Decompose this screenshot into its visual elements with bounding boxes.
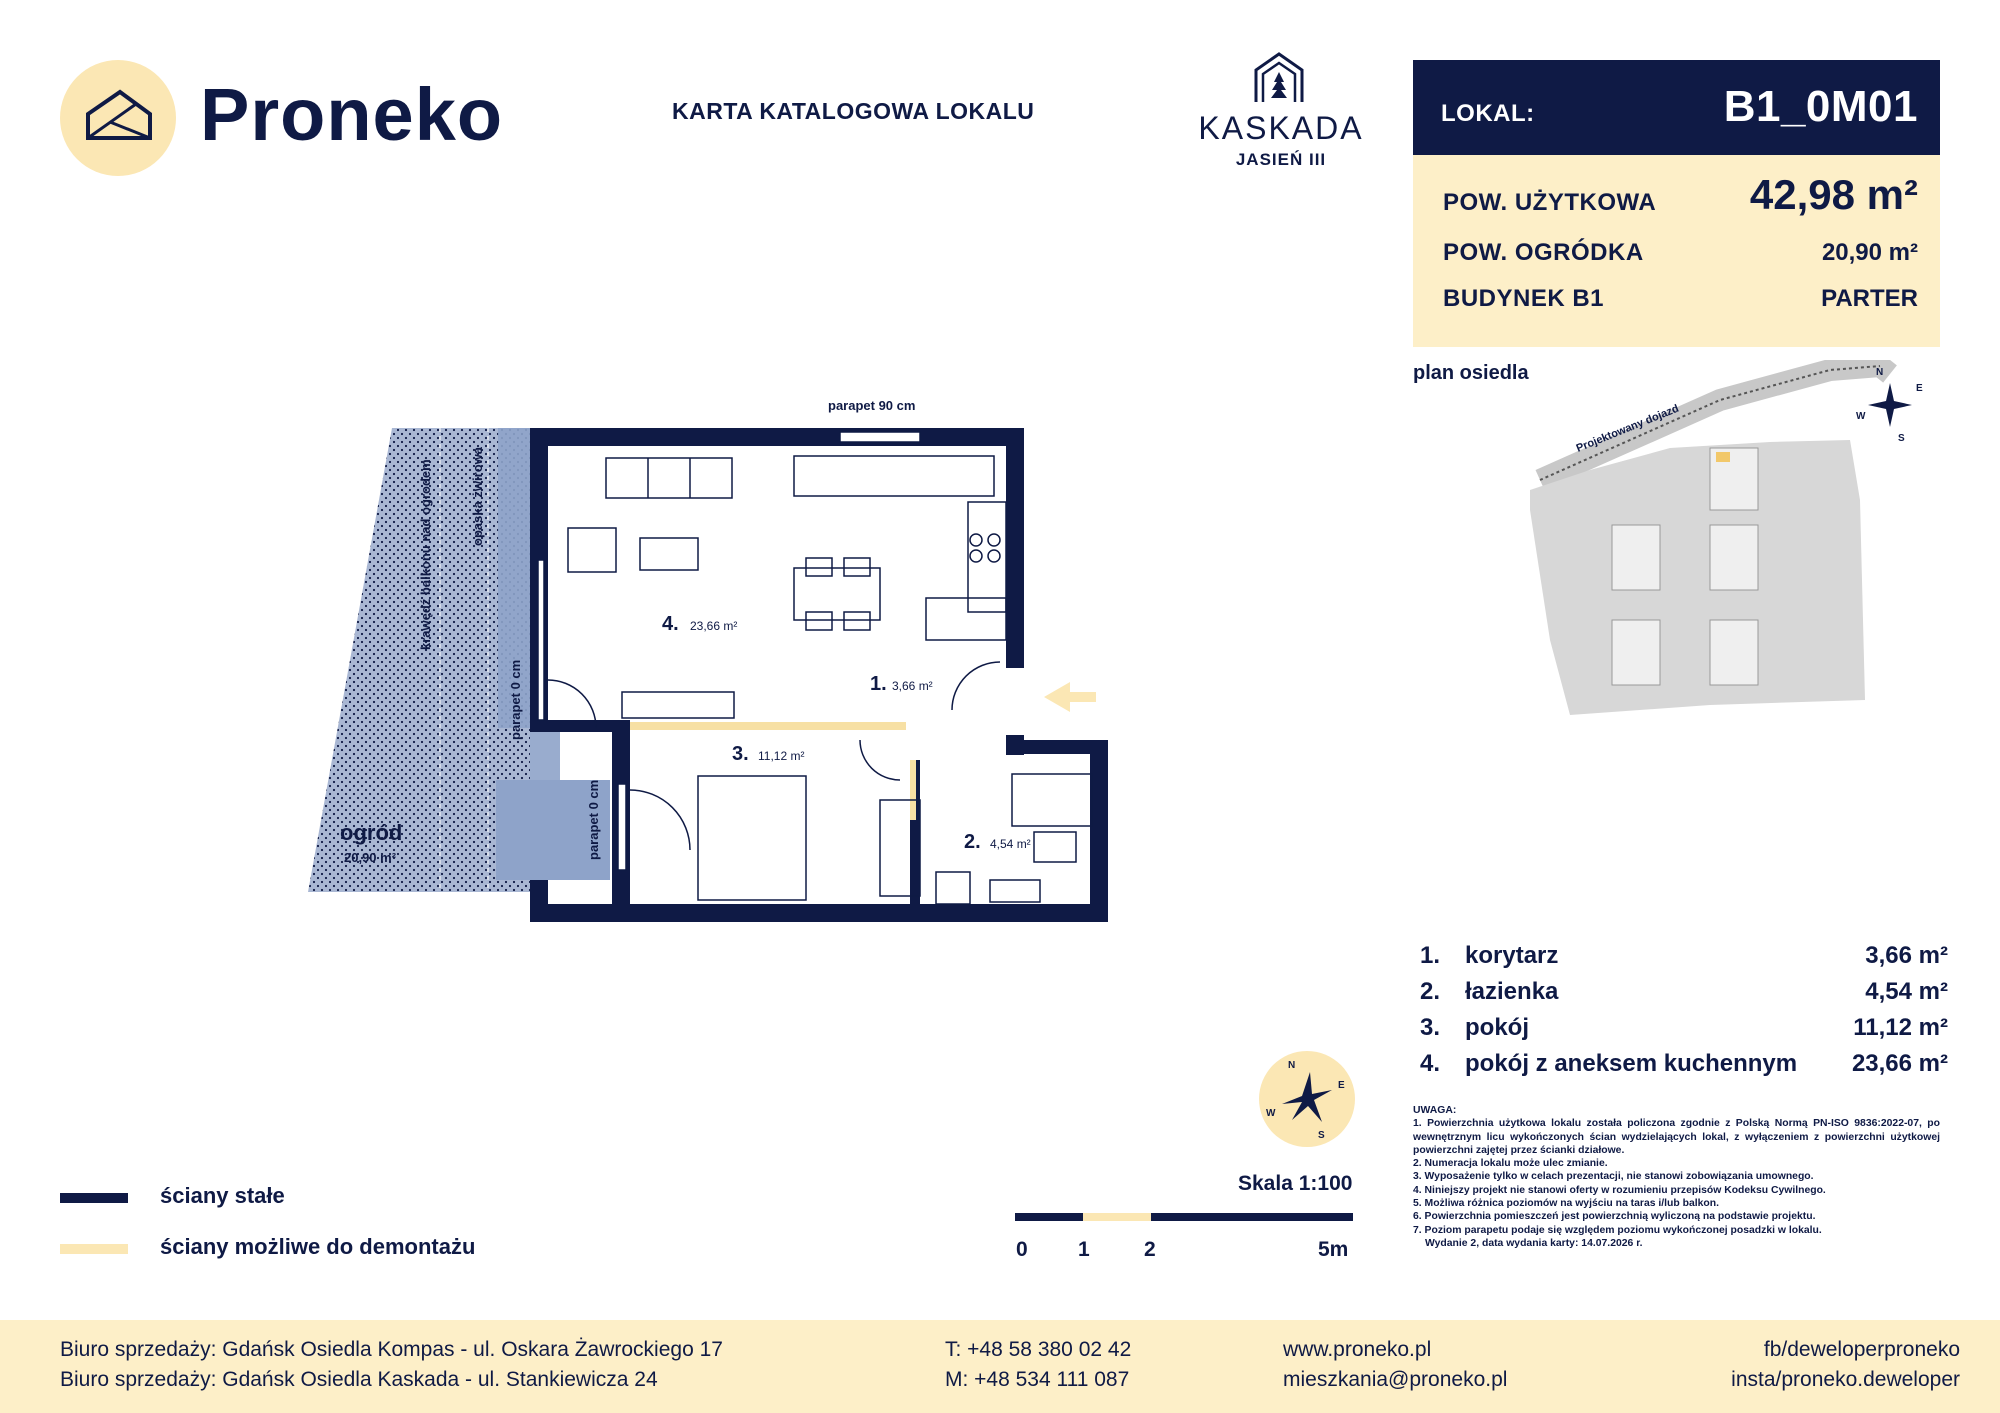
legend-demountable-label: ściany możliwe do demontażu — [160, 1234, 476, 1259]
room-3-area: 11,12 m² — [758, 749, 805, 763]
site-plan-label: plan osiedla — [1413, 362, 1529, 384]
project-subtitle: JASIEŃ III — [1235, 150, 1327, 169]
svg-text:N: N — [1288, 1060, 1296, 1071]
unit-header-bar — [1413, 60, 1940, 155]
footer-website-link[interactable]: www.proneko.pl — [1283, 1338, 1432, 1361]
room-1-num: 1. — [870, 673, 887, 695]
svg-text:S: S — [1898, 433, 1905, 444]
scale-tick: 1 — [1078, 1238, 1090, 1261]
svg-text:W: W — [1856, 411, 1866, 422]
scale-title: Skala 1:100 — [1238, 1172, 1353, 1195]
footer-instagram-link[interactable]: insta/proneko.deweloper — [1731, 1368, 1960, 1391]
room-list-name: pokój z aneksem kuchennym — [1465, 1050, 1798, 1077]
room-list-area: 11,12 m² — [1853, 1014, 1948, 1041]
room-list-area: 23,66 m² — [1851, 1050, 1948, 1077]
scale-tick: 0 — [1016, 1238, 1028, 1261]
svg-text:N: N — [1876, 367, 1884, 378]
armchair — [568, 528, 616, 572]
washbasin — [990, 880, 1040, 902]
parapet-left2-label: parapet 0 cm — [586, 779, 601, 860]
note-item: 7. Poziom parapetu podaje się względem poziomu wykończonej posadzki w lokalu. — [1413, 1224, 1822, 1236]
washing-machine — [936, 872, 970, 904]
room-list-num: 1. — [1420, 942, 1441, 969]
bed — [698, 776, 806, 900]
building-label: BUDYNEK B1 — [1443, 285, 1605, 312]
room-list-num: 2. — [1420, 978, 1441, 1005]
notes — [1413, 1104, 1940, 1250]
kitchen-counter — [794, 456, 994, 496]
coffee-table — [640, 538, 698, 570]
legend-demountable-swatch — [60, 1244, 128, 1254]
toilet — [1034, 832, 1076, 862]
garden-area-label: POW. OGRÓDKA — [1443, 239, 1644, 266]
footer-facebook-link[interactable]: fb/deweloperproneko — [1763, 1338, 1960, 1361]
usable-area-label: POW. UŻYTKOWA — [1443, 189, 1657, 216]
parapet-top-label: parapet 90 cm — [828, 398, 916, 413]
site-plan-map — [1530, 360, 1930, 740]
unit-label: LOKAL: — [1441, 100, 1535, 127]
room-list-num: 4. — [1420, 1050, 1441, 1077]
brand-name: Proneko — [200, 73, 504, 156]
site-building-b4 — [1710, 620, 1758, 685]
footer-phone-1[interactable]: T: +48 58 380 02 42 — [945, 1338, 1132, 1361]
note-item: 4. Niniejszy projekt nie stanowi oferty w rozumieniu przepisów Kodeksu Cywilnego. — [1413, 1184, 1826, 1196]
scale-bar — [1015, 1213, 1353, 1221]
room-list-name: korytarz — [1465, 942, 1559, 969]
room-3-num: 3. — [732, 743, 749, 765]
room-4-area: 23,66 m² — [690, 619, 738, 633]
note-item: 6. Powierzchnia pomieszczeń jest powierzchnią wyliczoną na podstawie projektu. — [1413, 1211, 1816, 1223]
sofa — [606, 458, 732, 498]
footer-email-link[interactable]: mieszkania@proneko.pl — [1283, 1368, 1508, 1391]
note-item: 1. Powierzchnia użytkowa lokalu została policzona zgodnie z Polską Normą PN-ISO 9836:2022-07, po wewnętrznym licu wykończonych ścian wydzielających lokal, z wyłączeniem z powierzchni użytkowej powierzchni zajętej przez ścianki działowe. — [1413, 1118, 1940, 1156]
project-name: KASKADA — [1198, 110, 1364, 146]
room-1-area: 3,66 m² — [892, 679, 933, 693]
note-item: Wydanie 2, data wydania karty: 14.07.2026 r. — [1425, 1237, 1643, 1249]
document-title: KARTA KATALOGOWA LOKALU — [672, 98, 1035, 124]
garden-area-label-plan: 20,90 m² — [344, 850, 397, 865]
floor-value: PARTER — [1821, 285, 1918, 312]
legend-solid-swatch — [60, 1193, 128, 1203]
site-building-b1 — [1612, 525, 1660, 590]
site-compass-icon — [1856, 367, 1923, 444]
site-unit-marker — [1716, 452, 1730, 462]
note-item: 2. Numeracja lokalu może ulec zmianie. — [1413, 1158, 1608, 1170]
site-building-b3 — [1612, 620, 1660, 685]
room-list-area: 3,66 m² — [1865, 942, 1948, 969]
room-list-area: 4,54 m² — [1865, 978, 1948, 1005]
footer — [0, 1320, 2000, 1413]
site-road-label: Projektowany dojazd — [1574, 402, 1681, 455]
notes-title: UWAGA: — [1413, 1105, 1457, 1116]
demountable-walls — [630, 722, 916, 820]
usable-area-value: 42,98 m² — [1749, 171, 1918, 218]
room-2-num: 2. — [964, 831, 981, 853]
entrance-arrow-icon — [1044, 682, 1096, 712]
room-4-num: 4. — [662, 613, 679, 635]
scale-tick: 5m — [1318, 1238, 1349, 1261]
svg-text:E: E — [1338, 1080, 1345, 1091]
kaskada-logo-icon — [1252, 52, 1306, 104]
svg-text:W: W — [1266, 1108, 1276, 1119]
note-item: 5. Możliwa różnica poziomów na wyjściu na taras i/lub balkon. — [1413, 1198, 1720, 1210]
footer-office-2: Biuro sprzedaży: Gdańsk Osiedla Kaskada - ul. Stankiewicza 24 — [60, 1368, 658, 1391]
balcony-edge-label: krawędź balkonu nad ogrodem — [418, 459, 433, 650]
unit-info-box — [1413, 155, 1940, 347]
legend-solid-label: ściany stałe — [160, 1183, 285, 1208]
room-list-name: łazienka — [1465, 978, 1559, 1005]
note-item: 3. Wyposażenie tylko w celach prezentacji, nie stanowi zobowiązania umownego. — [1413, 1171, 1814, 1183]
garden-area-value: 20,90 m² — [1821, 239, 1918, 266]
shower — [1012, 774, 1092, 826]
garden-label: ogród — [340, 820, 403, 845]
brand-logo — [60, 60, 176, 176]
window-bedroom — [618, 784, 626, 870]
parapet-left-label: parapet 0 cm — [508, 659, 523, 740]
compass-icon — [1258, 1050, 1356, 1148]
unit-id: B1_0M01 — [1723, 82, 1918, 131]
room-list-name: pokój — [1465, 1014, 1529, 1041]
svg-text:E: E — [1916, 383, 1923, 394]
floor-plan — [300, 380, 1120, 940]
house-logo-icon — [60, 60, 176, 176]
footer-office-1: Biuro sprzedaży: Gdańsk Osiedla Kompas - ul. Oskara Żawrockiego 17 — [60, 1338, 723, 1361]
room-list-num: 3. — [1420, 1014, 1441, 1041]
window-top — [840, 432, 920, 442]
site-building-b2 — [1710, 525, 1758, 590]
radiator — [926, 598, 1006, 640]
gravel-label: opaska żwirowa — [470, 447, 485, 546]
window-left — [538, 560, 544, 720]
scale-tick: 2 — [1144, 1238, 1156, 1261]
svg-text:S: S — [1318, 1130, 1325, 1141]
room-2-area: 4,54 m² — [990, 837, 1031, 851]
footer-phone-2[interactable]: M: +48 534 111 087 — [945, 1368, 1130, 1391]
tv-unit — [622, 692, 734, 718]
